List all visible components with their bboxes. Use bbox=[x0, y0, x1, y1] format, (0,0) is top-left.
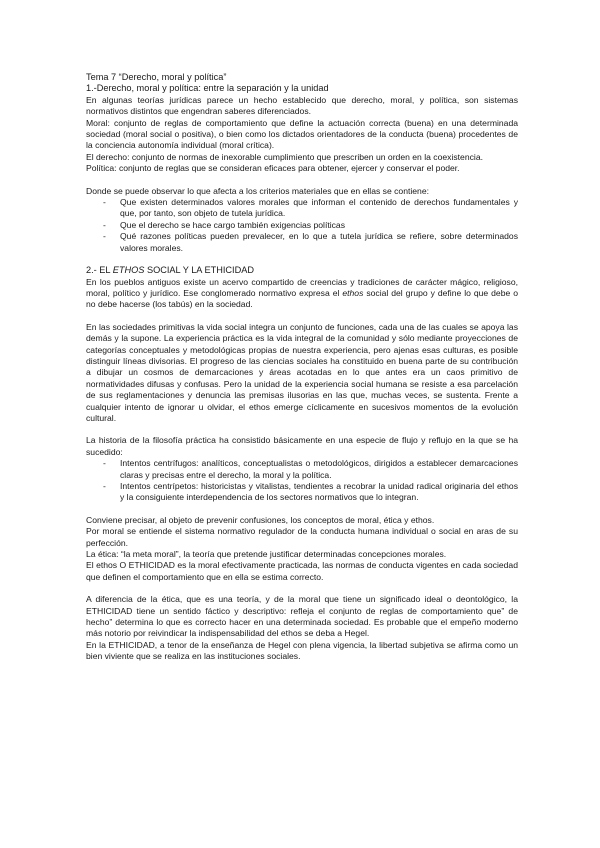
section1-heading: 1.-Derecho, moral y política: entre la separación y la unidad bbox=[86, 83, 329, 94]
section2-heading: 2.- EL ETHOS SOCIAL Y LA ETHICIDAD bbox=[86, 265, 254, 276]
section2-paragraph-ethos: En los pueblos antiguos existe un acervo compartido de creencias y tradiciones de carácter mágico, religioso, moral, político y jurídico. Ese conglomerado normativo expresa el ethos social del grupo y define lo que debe o no debe hacerse (los tabús) en la sociedad. bbox=[86, 276, 519, 310]
derecho-definition: El derecho: conjunto de normas de inexorable cumplimiento que prescriben un orden en la coexistencia. bbox=[86, 151, 483, 162]
dash-bullet: - bbox=[103, 219, 106, 230]
primitive-societies-paragraph: En las sociedades primitivas la vida social integra un conjunto de funciones, cada una de las cuales se apoya las demás y la supone. La experiencia práctica es la vida integral de la comunidad y sólo mediante proyecciones de categorías conceptuales y metodológicas propias de nuestra experiencia, pero ajenas esas culturas, es posible distinguir líneas divisorias. El progreso de las ciencias sociales ha constituido en buena parte de su contribución a dibujar un cosmos de demarcaciones y áreas acotadas en lo que antes era un caos primitivo de normatividades difusas y confusas. Pero la unidad de la experiencia social humana se resiste a esa parcelación de sus reglamentaciones y denuncia las premisas ilusorias en las que, muchas veces, se sustenta. Frente a cualquier intento de ignorar u olvidar, el ethos emerge cíclicamente en sucesivos momentos de la evolución cultural. bbox=[86, 321, 518, 423]
criteria-list bbox=[86, 197, 518, 254]
dash-bullet: - bbox=[103, 197, 106, 208]
document-title: Tema 7 “Derecho, moral y política” bbox=[86, 72, 227, 82]
hegel-paragraph: En la ETHICIDAD, a tenor de la enseñanza de Hegel con plena vigencia, la libertad subjetiva se afirma como un bien viviente que se realiza en las instituciones sociales. bbox=[86, 639, 518, 662]
list-item: - Intentos centrífugos: analíticos, conceptualistas o metodológicos, dirigidos a establecer demarcaciones claras y precisas entre el derecho, la moral y la política. bbox=[103, 458, 518, 480]
document-body bbox=[86, 72, 518, 663]
list-item: - Que existen determinados valores morales que informan el contenido de derechos fundamentales y que, por tanto, son objeto de tutela jurídica. bbox=[103, 197, 518, 219]
dash-bullet: - bbox=[103, 481, 106, 491]
moral-paragraph: Por moral se entiende el sistema normativo regulador de la conducta humana individual o social en aras de su perfección. bbox=[86, 526, 518, 548]
intentos-list bbox=[86, 458, 518, 504]
etica-paragraph: La ética: “la meta moral”, la teoría que pretende justificar determinadas concepciones morales. bbox=[86, 549, 447, 560]
dash-bullet: - bbox=[103, 458, 106, 469]
concepts-paragraph: Conviene precisar, al objeto de prevenir confusiones, los conceptos de moral, ética y ethos. bbox=[86, 514, 435, 525]
list-item: - Intentos centrípetos: historicistas y vitalistas, tendientes a recobrar la unidad radical originaria del ethos y la consiguiente interdependencia de los sectores normativos que lo integran. bbox=[103, 481, 518, 503]
list-item: - Qué razones políticas pueden prevalecer, en lo que a tutela jurídica se refiere, sobre determinados valores morales. bbox=[103, 231, 518, 253]
criteria-intro: Donde se puede observar lo que afecta a los criterios materiales que en ellas se contiene: bbox=[86, 185, 429, 196]
list-item: - Que el derecho se hace cargo también exigencias políticas bbox=[103, 219, 346, 230]
moral-definition: Moral: conjunto de reglas de comportamiento que define la actuación correcta (buena) en una determinada sociedad (moral social o positiva), o bien como los dictados orientadores de la conducta (buena) procedentes de la conciencia autonomía individual (moral crítica). bbox=[86, 117, 518, 151]
politica-definition: Política: conjunto de reglas que se consideran eficaces para obtener, ejercer y conservar el poder. bbox=[86, 163, 460, 174]
ethos-paragraph: El ethos O ETHICIDAD es la moral efectivamente practicada, las normas de conducta vigentes en cada sociedad que definen el comportamiento que en ella se estima correcto. bbox=[86, 560, 518, 582]
practical-philosophy-paragraph: La historia de la filosofía práctica ha consistido básicamente en una especie de flujo y reflujo en la que se ha sucedido: bbox=[86, 435, 518, 457]
ethicidad-paragraph: A diferencia de la ética, que es una teoría, y de la moral que tiene un significado ideal o deontológico, la ETHICIDAD tiene un sentido fáctico y descriptivo: refleja el conjunto de reglas de comportamiento que” de hecho” determina lo que es correcto hacer en una determinada sociedad. Es probable que el empeño moderno más notorio por reivindicar la indispensabilidad del ethos se deba a Hegel. bbox=[86, 594, 518, 639]
section1-paragraph: En algunas teorías jurídicas parece un hecho establecido que derecho, moral, y política, son sistemas normativos distintos que engendran saberes diferenciados. bbox=[86, 94, 518, 117]
dash-bullet: - bbox=[103, 231, 106, 242]
